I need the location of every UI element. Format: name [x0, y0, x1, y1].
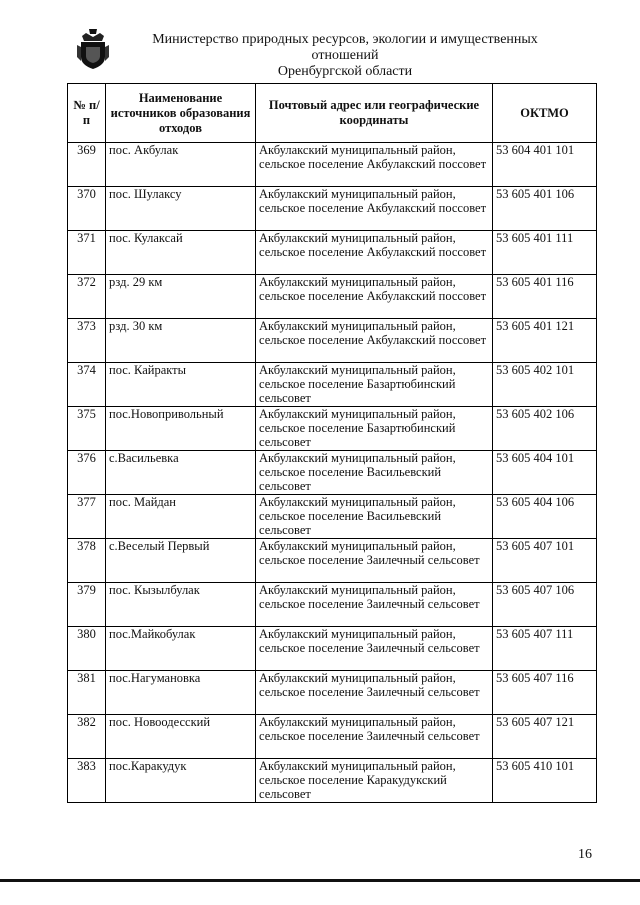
cell-address: Акбулакский муниципальный район, сельское поселение Каракудукский сельсовет: [256, 759, 493, 803]
cell-address: Акбулакский муниципальный район, сельское поселение Заилечный сельсовет: [256, 583, 493, 627]
table-row: [68, 143, 597, 187]
cell-address: Акбулакский муниципальный район, сельское поселение Васильевский сельсовет: [256, 451, 493, 495]
table-row: [68, 275, 597, 319]
cell-source-name: рзд. 30 км: [106, 319, 256, 363]
cell-oktmo: 53 605 404 101: [493, 451, 597, 495]
page-number: 16: [578, 847, 592, 862]
column-header-oktmo: ОКТМО: [493, 84, 597, 143]
cell-number: 370: [68, 187, 106, 231]
cell-oktmo: 53 605 407 111: [493, 627, 597, 671]
column-header-address: Почтовый адрес или географические координаты: [256, 84, 493, 143]
cell-oktmo: 53 605 402 106: [493, 407, 597, 451]
cell-source-name: пос. Кайракты: [106, 363, 256, 407]
cell-source-name: пос.Каракудук: [106, 759, 256, 803]
cell-address: Акбулакский муниципальный район, сельское поселение Заилечный сельсовет: [256, 627, 493, 671]
cell-source-name: пос.Новопривольный: [106, 407, 256, 451]
cell-source-name: с.Веселый Первый: [106, 539, 256, 583]
cell-oktmo: 53 605 410 101: [493, 759, 597, 803]
header-ministry: Министерство природных ресурсов, экологии и имущественных отношений: [152, 32, 538, 63]
cell-oktmo: 53 605 407 116: [493, 671, 597, 715]
cell-oktmo: 53 605 401 121: [493, 319, 597, 363]
table-row: [68, 627, 597, 671]
cell-address: Акбулакский муниципальный район, сельское поселение Васильевский сельсовет: [256, 495, 493, 539]
header-region: Оренбургской области: [277, 64, 413, 79]
cell-source-name: пос. Новоодесский: [106, 715, 256, 759]
cell-address: Акбулакский муниципальный район, сельское поселение Акбулакский поссовет: [256, 231, 493, 275]
table-row: [68, 451, 597, 495]
cell-number: 377: [68, 495, 106, 539]
cell-number: 369: [68, 143, 106, 187]
cell-address: Акбулакский муниципальный район, сельское поселение Акбулакский поссовет: [256, 143, 493, 187]
footer-divider: [0, 879, 640, 882]
cell-source-name: пос.Майкобулак: [106, 627, 256, 671]
table-row: [68, 759, 597, 803]
cell-source-name: с.Васильевка: [106, 451, 256, 495]
table-row: [68, 363, 597, 407]
cell-source-name: рзд. 29 км: [106, 275, 256, 319]
cell-oktmo: 53 605 401 116: [493, 275, 597, 319]
cell-number: 383: [68, 759, 106, 803]
cell-source-name: пос. Акбулак: [106, 143, 256, 187]
cell-oktmo: 53 605 401 106: [493, 187, 597, 231]
cell-oktmo: 53 605 407 121: [493, 715, 597, 759]
waste-sources-table: [67, 83, 597, 803]
cell-number: 381: [68, 671, 106, 715]
table-row: [68, 407, 597, 451]
document-header: [120, 32, 570, 80]
cell-number: 372: [68, 275, 106, 319]
cell-oktmo: 53 605 407 101: [493, 539, 597, 583]
cell-address: Акбулакский муниципальный район, сельское поселение Акбулакский поссовет: [256, 319, 493, 363]
cell-address: Акбулакский муниципальный район, сельское поселение Базартюбинский сельсовет: [256, 407, 493, 451]
cell-source-name: пос.Нагумановка: [106, 671, 256, 715]
table-row: [68, 715, 597, 759]
cell-address: Акбулакский муниципальный район, сельское поселение Акбулакский поссовет: [256, 275, 493, 319]
cell-number: 379: [68, 583, 106, 627]
cell-number: 374: [68, 363, 106, 407]
cell-address: Акбулакский муниципальный район, сельское поселение Заилечный сельсовет: [256, 715, 493, 759]
column-header-source-name: Наименование источников образования отходов: [106, 84, 256, 143]
cell-address: Акбулакский муниципальный район, сельское поселение Заилечный сельсовет: [256, 539, 493, 583]
cell-number: 378: [68, 539, 106, 583]
table-row: [68, 583, 597, 627]
cell-oktmo: 53 605 401 111: [493, 231, 597, 275]
cell-source-name: пос. Майдан: [106, 495, 256, 539]
cell-source-name: пос. Кызылбулак: [106, 583, 256, 627]
table-row: [68, 187, 597, 231]
cell-number: 376: [68, 451, 106, 495]
cell-address: Акбулакский муниципальный район, сельское поселение Заилечный сельсовет: [256, 671, 493, 715]
column-header-number: № п/п: [68, 84, 106, 143]
cell-number: 375: [68, 407, 106, 451]
cell-oktmo: 53 605 402 101: [493, 363, 597, 407]
cell-number: 382: [68, 715, 106, 759]
cell-oktmo: 53 605 407 106: [493, 583, 597, 627]
cell-oktmo: 53 605 404 106: [493, 495, 597, 539]
table-row: [68, 671, 597, 715]
cell-number: 373: [68, 319, 106, 363]
cell-number: 371: [68, 231, 106, 275]
cell-source-name: пос. Кулаксай: [106, 231, 256, 275]
cell-oktmo: 53 604 401 101: [493, 143, 597, 187]
cell-address: Акбулакский муниципальный район, сельское поселение Базартюбинский сельсовет: [256, 363, 493, 407]
cell-address: Акбулакский муниципальный район, сельское поселение Акбулакский поссовет: [256, 187, 493, 231]
table-row: [68, 539, 597, 583]
table-row: [68, 319, 597, 363]
table-row: [68, 231, 597, 275]
table-row: [68, 495, 597, 539]
table-header-row: [68, 84, 597, 143]
cell-source-name: пос. Шулаксу: [106, 187, 256, 231]
coat-of-arms-icon: [76, 27, 110, 71]
cell-number: 380: [68, 627, 106, 671]
